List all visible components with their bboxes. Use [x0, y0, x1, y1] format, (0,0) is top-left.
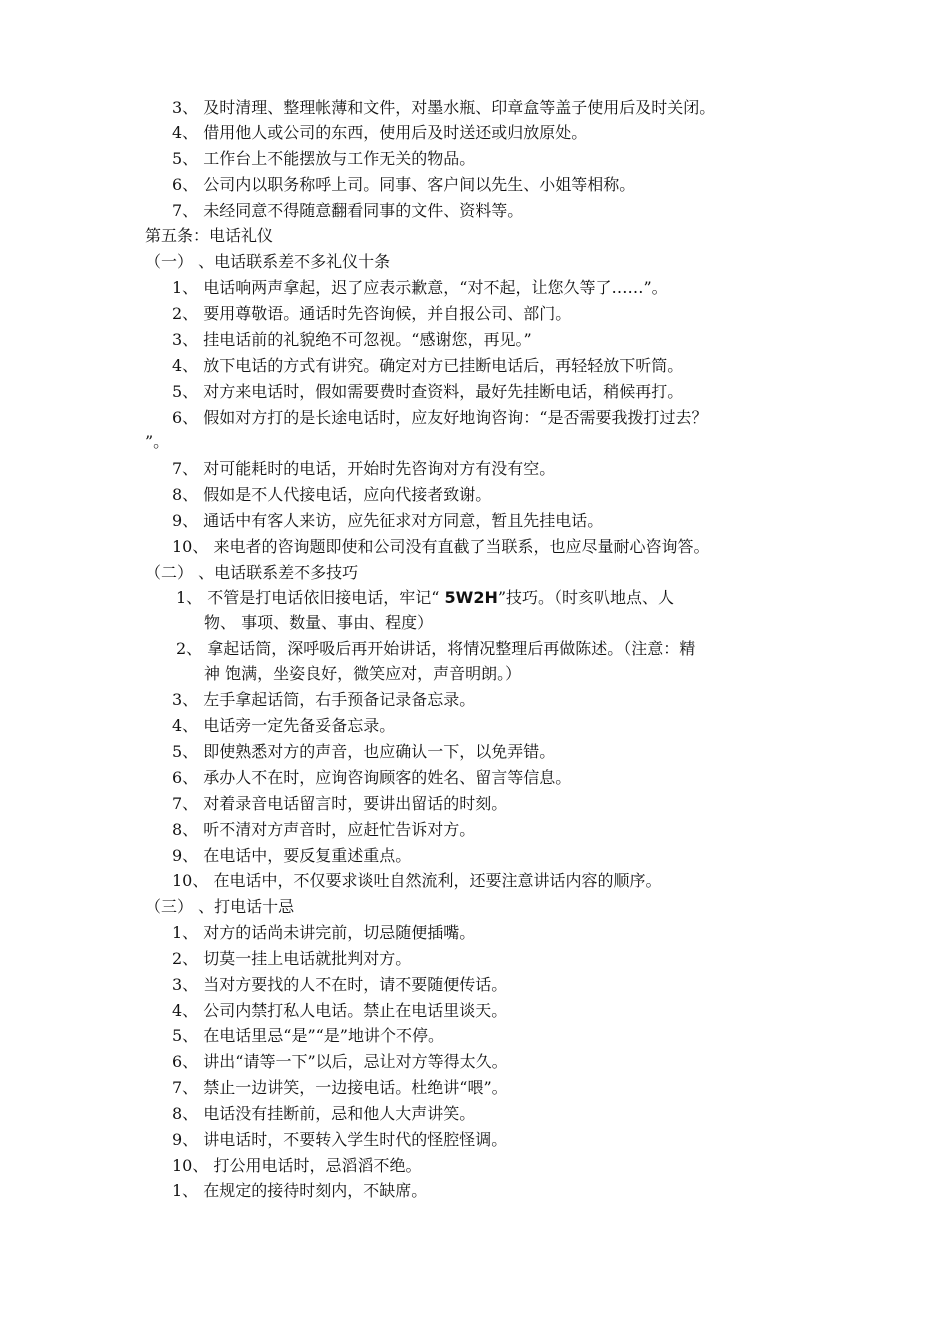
list-item: 8、 电话没有挂断前，忌和他人大声讲笑。 [172, 1104, 476, 1123]
section-heading: （二） 、电话联系差不多技巧 [145, 563, 359, 582]
list-item: 1、 在规定的接待时刻内，不缺席。 [172, 1181, 428, 1200]
list-item: 2、 切莫一挂上电话就批判对方。 [172, 949, 412, 968]
list-item-continuation: 物、 事项、数量、事由、程度） [204, 613, 434, 632]
list-item: 6、 公司内以职务称呼上司。同事、客户间以先生、小姐等相称。 [172, 175, 636, 194]
list-item: 1、 对方的话尚未讲完前，切忌随便插嘴。 [172, 923, 476, 942]
section-heading: （一） 、电话联系差不多礼仪十条 [145, 252, 391, 271]
list-item: 10、 来电者的咨询题即使和公司没有直截了当联系，也应尽量耐心咨询答。 [172, 537, 710, 556]
list-item: 6、 讲出“请等一下”以后，忌让对方等得太久。 [172, 1052, 508, 1071]
list-item: 10、 打公用电话时，忌滔滔不绝。 [172, 1156, 422, 1175]
list-item: 5、 即使熟悉对方的声音，也应确认一下，以免弄错。 [172, 742, 556, 761]
list-item: 9、 讲电话时，不要转入学生时代的怪腔怪调。 [172, 1130, 508, 1149]
list-item: 6、 承办人不在时，应询咨询顾客的姓名、留言等信息。 [172, 768, 572, 787]
list-item-emphasis: 5W2H [444, 588, 498, 607]
list-item: 4、 放下电话的方式有讲究。确定对方已挂断电话后，再轻轻放下听筒。 [172, 356, 684, 375]
list-item: 6、 假如对方打的是长途电话时，应友好地询咨询：“是否需要我拨打过去？ [172, 408, 708, 427]
list-item: 3、 左手拿起话筒，右手预备记录备忘录。 [172, 690, 476, 709]
list-item-continuation: ”。 [145, 432, 170, 451]
list-item-text: 1、 不管是打电话依旧接电话，牢记“ [176, 588, 445, 607]
list-item: 3、 挂电话前的礼貌绝不可忽视。“感谢您，再见。” [172, 330, 532, 349]
list-item: 1、 电话响两声拿起，迟了应表示歉意，“对不起，让您久等了……”。 [172, 278, 668, 297]
list-item: 7、 禁止一边讲笑，一边接电话。杜绝讲“喂”。 [172, 1078, 508, 1097]
list-item: 9、 在电话中，要反复重述重点。 [172, 846, 412, 865]
list-item-text: ”技巧。（时亥叭地点、人 [497, 588, 675, 607]
list-item [176, 588, 674, 608]
list-item: 2、 要用尊敬语。通话时先咨询候，并自报公司、部门。 [172, 304, 572, 323]
list-item: 5、 对方来电话时，假如需要费时查资料，最好先挂断电话，稍候再打。 [172, 382, 684, 401]
list-item: 3、 及时清理、整理帐薄和文件，对墨水瓶、印章盒等盖子使用后及时关闭。 [172, 98, 716, 117]
list-item: 5、 在电话里忌“是”“是”地讲个不停。 [172, 1026, 444, 1045]
list-item: 7、 未经同意不得随意翻看同事的文件、资料等。 [172, 201, 524, 220]
list-item: 4、 电话旁一定先备妥备忘录。 [172, 716, 396, 735]
list-item: 8、 假如是不人代接电话，应向代接者致谢。 [172, 485, 492, 504]
list-item: 7、 对可能耗时的电话，开始时先咨询对方有没有空。 [172, 459, 556, 478]
list-item: 4、 借用他人或公司的东西，使用后及时送还或归放原处。 [172, 123, 588, 142]
list-item: 3、 当对方要找的人不在时，请不要随便传话。 [172, 975, 508, 994]
article-title: 第五条：电话礼仪 [145, 226, 274, 245]
list-item: 2、 拿起话筒，深呼吸后再开始讲话，将情况整理后再做陈述。（注意：精 [176, 639, 696, 658]
section-heading: （三） 、打电话十忌 [145, 897, 295, 916]
list-item: 9、 通话中有客人来访，应先征求对方同意，暂且先挂电话。 [172, 511, 604, 530]
list-item: 7、 对着录音电话留言时，要讲出留话的时刻。 [172, 794, 508, 813]
list-item: 10、 在电话中，不仅要求谈吐自然流利，还要注意讲话内容的顺序。 [172, 871, 662, 890]
list-item: 4、 公司内禁打私人电话。禁止在电话里谈天。 [172, 1001, 508, 1020]
list-item-continuation: 神 饱满，坐姿良好，微笑应对，声音明朗。） [204, 664, 522, 683]
list-item: 8、 听不清对方声音时，应赶忙告诉对方。 [172, 820, 476, 839]
list-item: 5、 工作台上不能摆放与工作无关的物品。 [172, 149, 476, 168]
